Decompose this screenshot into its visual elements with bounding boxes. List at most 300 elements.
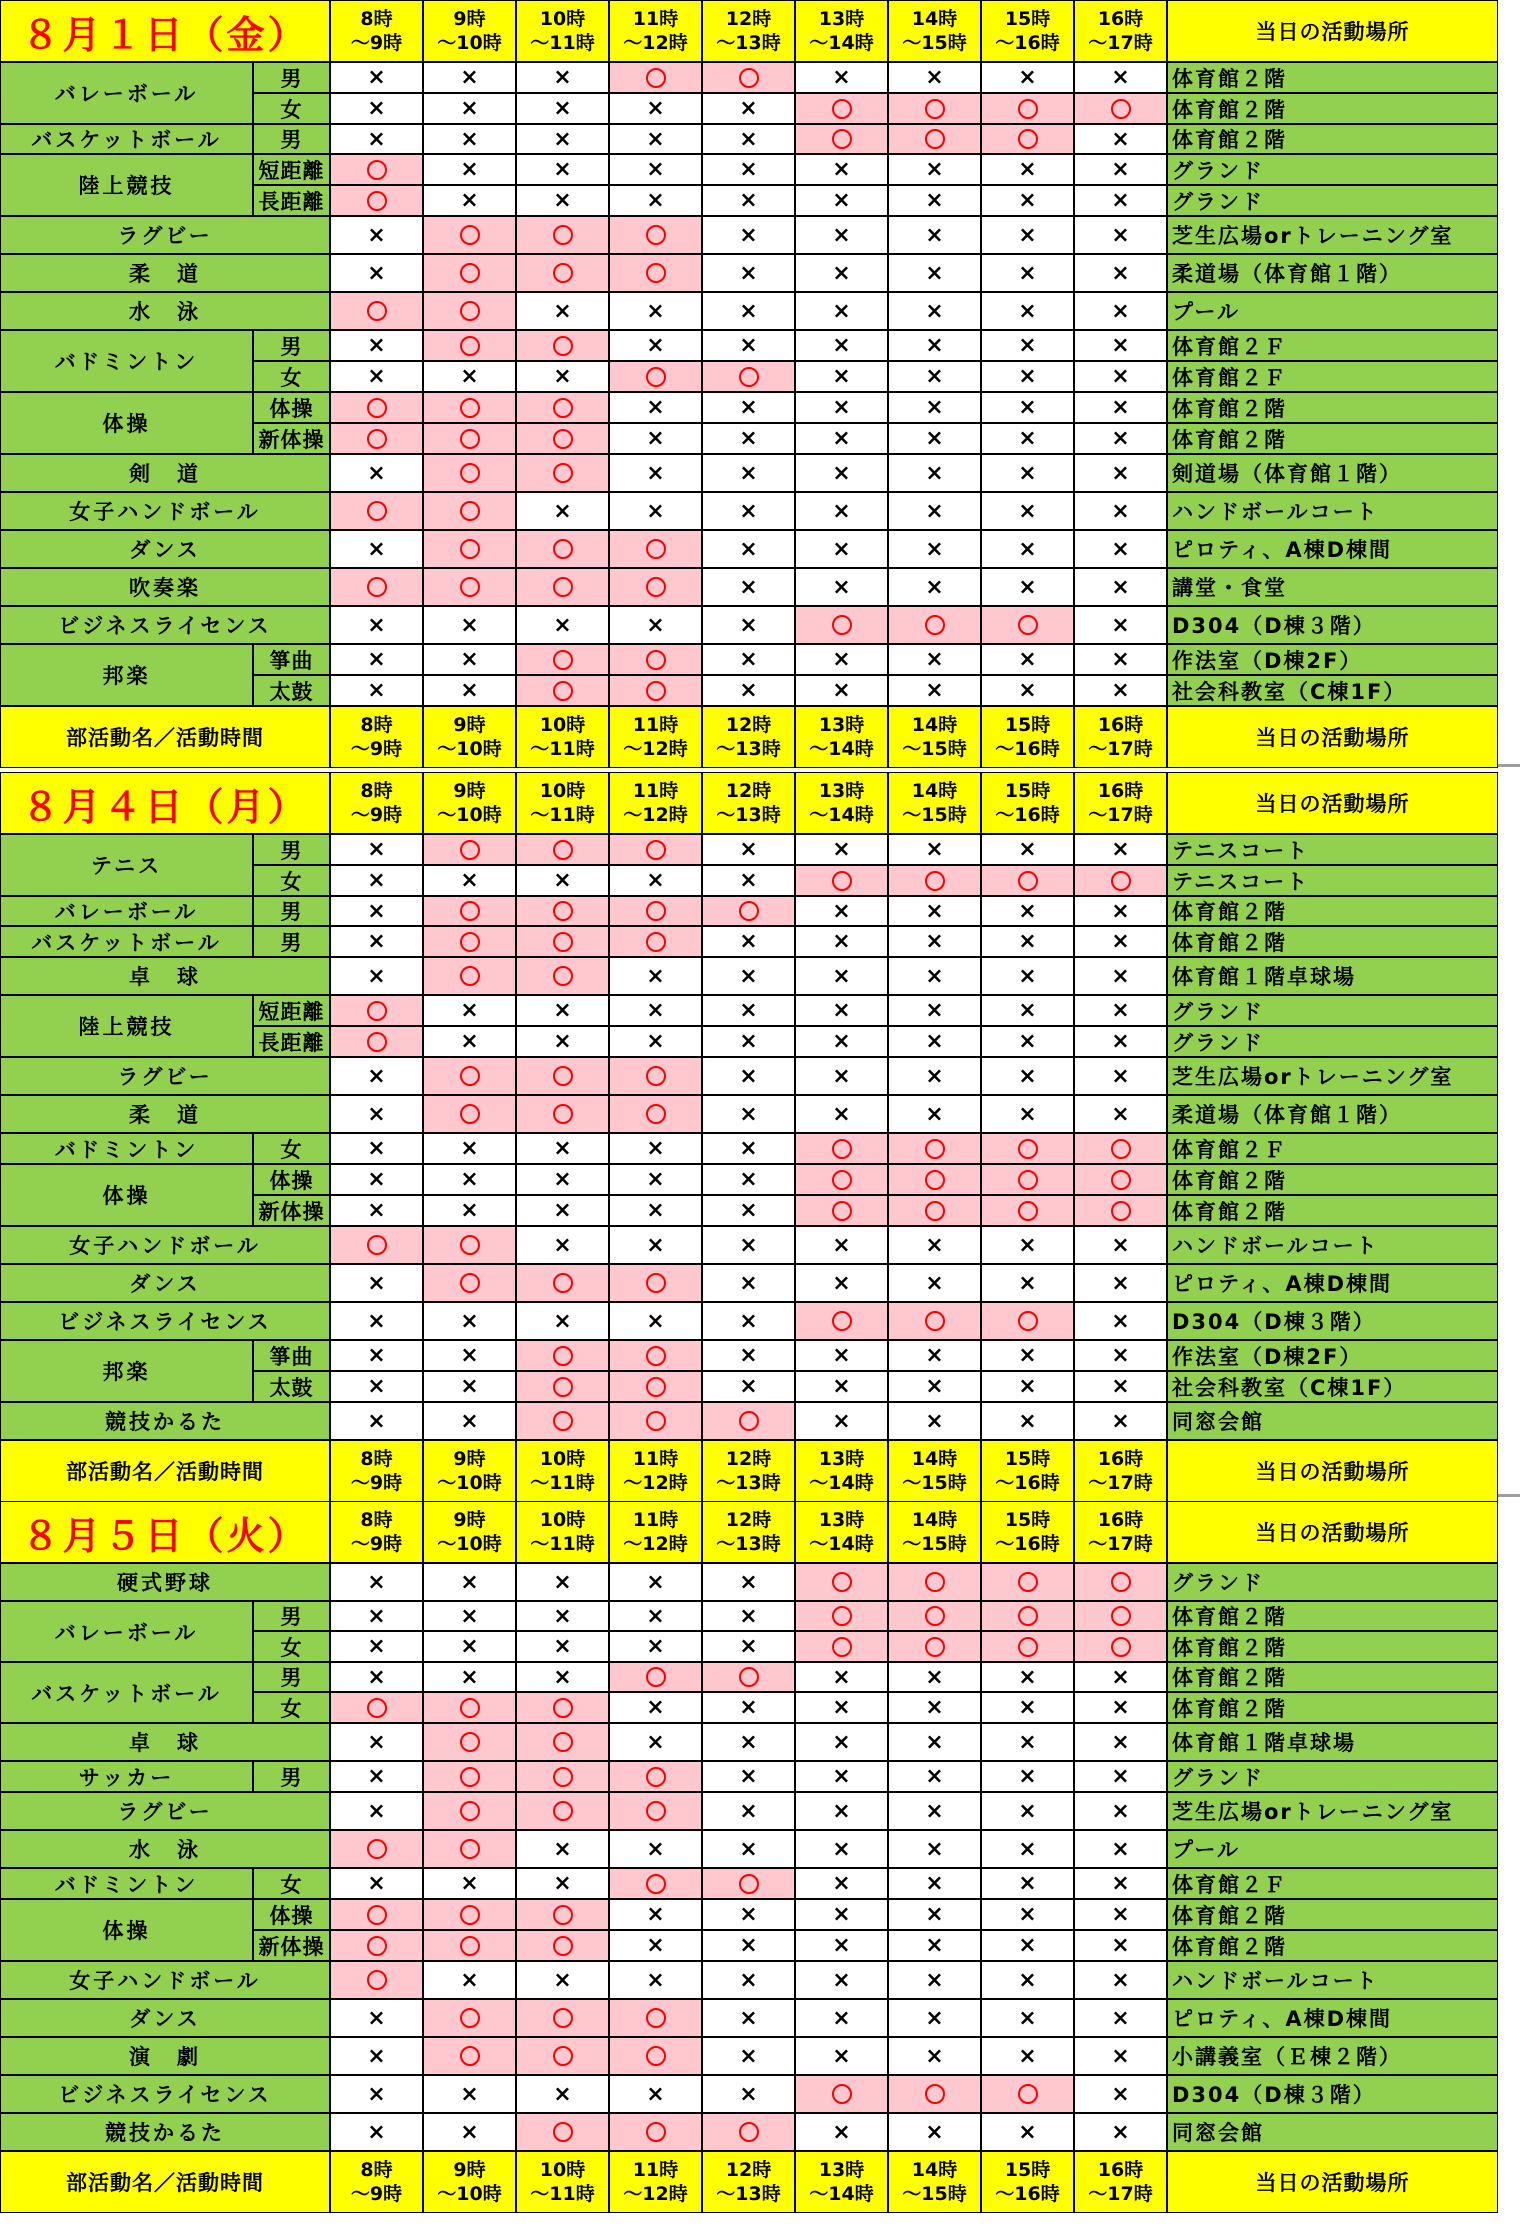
slot-start: 16時 [1097, 8, 1144, 30]
inactive-slot: × [609, 154, 702, 185]
inactive-slot: × [888, 1723, 981, 1761]
inactive-slot: × [702, 2075, 795, 2113]
club-name: 競技かるた [0, 1402, 330, 1440]
inactive-slot: × [423, 1563, 516, 1601]
inactive-slot: × [702, 292, 795, 330]
club-name: 邦楽 [0, 1340, 253, 1402]
slot-end: ～10時 [437, 1472, 502, 1494]
inactive-slot: × [702, 1631, 795, 1662]
activity-location: 体育館１階卓球場 [1167, 957, 1498, 995]
inactive-slot: × [795, 1095, 888, 1133]
sub-category: 体操 [253, 1164, 330, 1195]
inactive-slot: × [609, 423, 702, 454]
circle-icon [1018, 129, 1038, 149]
time-slot-header [423, 0, 516, 62]
inactive-slot: × [795, 361, 888, 392]
inactive-slot: × [609, 606, 702, 644]
slot-end: ～13時 [716, 32, 781, 54]
circle-icon [646, 1066, 666, 1086]
inactive-slot: × [702, 185, 795, 216]
active-slot [423, 454, 516, 492]
circle-icon [553, 901, 573, 921]
time-slot-footer [423, 1440, 516, 1502]
inactive-slot: × [981, 1402, 1074, 1440]
inactive-slot: × [330, 1371, 423, 1402]
slot-end: ～12時 [623, 1472, 688, 1494]
inactive-slot: × [609, 1692, 702, 1723]
active-slot [516, 254, 609, 292]
inactive-slot: × [702, 1340, 795, 1371]
inactive-slot: × [888, 1830, 981, 1868]
active-slot [516, 1095, 609, 1133]
active-slot [423, 423, 516, 454]
slot-end: ～16時 [995, 804, 1060, 826]
activity-location: 体育館２Ｆ [1167, 1868, 1498, 1899]
inactive-slot: × [981, 254, 1074, 292]
time-slot-footer [516, 706, 609, 768]
circle-icon [460, 840, 480, 860]
slot-start: 14時 [911, 780, 958, 802]
activity-location: 社会科教室（C棟1F） [1167, 675, 1498, 706]
inactive-slot: × [1074, 1899, 1167, 1930]
circle-icon [367, 191, 387, 211]
circle-icon [925, 2084, 945, 2104]
circle-icon [553, 1698, 573, 1718]
club-name: サッカー [0, 1761, 253, 1792]
inactive-slot: × [1074, 644, 1167, 675]
circle-icon [646, 2008, 666, 2028]
inactive-slot: × [702, 392, 795, 423]
sub-category: 女 [253, 865, 330, 896]
inactive-slot: × [702, 568, 795, 606]
sub-category: 新体操 [253, 1930, 330, 1961]
circle-icon [646, 1801, 666, 1821]
active-slot [423, 1226, 516, 1264]
slot-end: ～10時 [437, 2183, 502, 2205]
inactive-slot: × [1074, 492, 1167, 530]
circle-icon [646, 681, 666, 701]
inactive-slot: × [330, 1095, 423, 1133]
time-slot-footer [888, 2151, 981, 2213]
slot-start: 12時 [725, 780, 772, 802]
inactive-slot: × [609, 1899, 702, 1930]
active-slot [330, 1830, 423, 1868]
activity-location: 体育館２階 [1167, 1601, 1498, 1631]
inactive-slot: × [795, 1026, 888, 1057]
inactive-slot: × [795, 1692, 888, 1723]
club-name: ラグビー [0, 1057, 330, 1095]
active-slot [609, 644, 702, 675]
time-slot-header [702, 1501, 795, 1563]
circle-icon [460, 539, 480, 559]
active-slot [609, 1340, 702, 1371]
circle-icon [646, 1667, 666, 1687]
time-slot-header [1074, 1501, 1167, 1563]
inactive-slot: × [888, 1226, 981, 1264]
active-slot [423, 1264, 516, 1302]
inactive-slot: × [330, 1723, 423, 1761]
inactive-slot: × [330, 1761, 423, 1792]
club-name: 女子ハンドボール [0, 492, 330, 530]
slot-end: ～17時 [1088, 1472, 1153, 1494]
slot-end: ～16時 [995, 1533, 1060, 1555]
inactive-slot: × [1074, 1226, 1167, 1264]
inactive-slot: × [516, 492, 609, 530]
activity-location: 体育館２階 [1167, 1164, 1498, 1195]
circle-icon [832, 1311, 852, 1331]
inactive-slot: × [423, 124, 516, 154]
inactive-slot: × [1074, 1302, 1167, 1340]
inactive-slot: × [795, 644, 888, 675]
inactive-slot: × [330, 2075, 423, 2113]
inactive-slot: × [795, 392, 888, 423]
slot-start: 8時 [360, 2159, 393, 2181]
inactive-slot: × [795, 1057, 888, 1095]
circle-icon [367, 429, 387, 449]
inactive-slot: × [981, 1761, 1074, 1792]
circle-icon [367, 1235, 387, 1255]
active-slot [609, 1095, 702, 1133]
active-slot [516, 675, 609, 706]
inactive-slot: × [795, 1899, 888, 1930]
inactive-slot: × [423, 185, 516, 216]
active-slot [609, 896, 702, 926]
inactive-slot: × [330, 124, 423, 154]
inactive-slot: × [1074, 254, 1167, 292]
circle-icon [1018, 1139, 1038, 1159]
inactive-slot: × [423, 675, 516, 706]
inactive-slot: × [609, 185, 702, 216]
active-slot [981, 1563, 1074, 1601]
inactive-slot: × [981, 1723, 1074, 1761]
club-name: 陸上競技 [0, 154, 253, 216]
active-slot [423, 1692, 516, 1723]
inactive-slot: × [888, 896, 981, 926]
inactive-slot: × [330, 957, 423, 995]
inactive-slot: × [981, 957, 1074, 995]
activity-location: 体育館２階 [1167, 93, 1498, 124]
circle-icon [553, 1801, 573, 1821]
slot-start: 8時 [360, 714, 393, 736]
active-slot [981, 865, 1074, 896]
active-slot [423, 1792, 516, 1830]
time-slot-header [1074, 0, 1167, 62]
inactive-slot: × [1074, 957, 1167, 995]
circle-icon [739, 2122, 759, 2142]
slot-start: 15時 [1004, 1448, 1051, 1470]
sub-category: 男 [253, 62, 330, 93]
inactive-slot: × [981, 1095, 1074, 1133]
activity-location: ピロティ、A棟D棟間 [1167, 530, 1498, 568]
active-slot [516, 1057, 609, 1095]
active-slot [609, 2037, 702, 2075]
active-slot [423, 1999, 516, 2037]
active-slot [609, 1792, 702, 1830]
inactive-slot: × [888, 1371, 981, 1402]
inactive-slot: × [330, 93, 423, 124]
slot-start: 9時 [453, 780, 486, 802]
inactive-slot: × [702, 1830, 795, 1868]
inactive-slot: × [981, 423, 1074, 454]
inactive-slot: × [1074, 1792, 1167, 1830]
inactive-slot: × [330, 1340, 423, 1371]
inactive-slot: × [330, 1195, 423, 1226]
circle-icon [1111, 1637, 1131, 1657]
active-slot [795, 2075, 888, 2113]
inactive-slot: × [981, 1961, 1074, 1999]
sub-category: 太鼓 [253, 675, 330, 706]
circle-icon [646, 1874, 666, 1894]
time-slot-footer [1074, 706, 1167, 768]
active-slot [1074, 1133, 1167, 1164]
inactive-slot: × [330, 454, 423, 492]
inactive-slot: × [888, 1662, 981, 1692]
circle-icon [367, 1001, 387, 1021]
circle-icon [925, 615, 945, 635]
club-name: バスケットボール [0, 1662, 253, 1723]
active-slot [423, 1899, 516, 1930]
active-slot [795, 606, 888, 644]
active-slot [516, 1340, 609, 1371]
inactive-slot: × [423, 93, 516, 124]
inactive-slot: × [423, 1302, 516, 1340]
time-slot-footer [330, 706, 423, 768]
activity-location: 体育館２階 [1167, 926, 1498, 957]
time-slot-header [795, 772, 888, 834]
sub-category: 男 [253, 330, 330, 361]
club-name: ラグビー [0, 216, 330, 254]
footer-club-label: 部活動名／活動時間 [0, 2151, 330, 2213]
active-slot [423, 1761, 516, 1792]
circle-icon [553, 1905, 573, 1925]
activity-location: ピロティ、A棟D棟間 [1167, 1999, 1498, 2037]
circle-icon [832, 871, 852, 891]
active-slot [981, 93, 1074, 124]
time-slot-footer [795, 1440, 888, 1502]
circle-icon [553, 263, 573, 283]
inactive-slot: × [423, 1868, 516, 1899]
slot-start: 11時 [632, 780, 679, 802]
inactive-slot: × [1074, 454, 1167, 492]
slot-end: ～12時 [623, 738, 688, 760]
slot-start: 10時 [539, 780, 586, 802]
inactive-slot: × [888, 1340, 981, 1371]
slot-end: ～17時 [1088, 738, 1153, 760]
active-slot [795, 124, 888, 154]
club-name: ダンス [0, 530, 330, 568]
inactive-slot: × [702, 1226, 795, 1264]
inactive-slot: × [1074, 1692, 1167, 1723]
sub-category: 短距離 [253, 995, 330, 1026]
active-slot [888, 606, 981, 644]
slot-end: ～9時 [350, 1533, 403, 1555]
active-slot [423, 1057, 516, 1095]
circle-icon [646, 367, 666, 387]
activity-location: 芝生広場orトレーニング室 [1167, 216, 1498, 254]
active-slot [423, 392, 516, 423]
inactive-slot: × [1074, 1961, 1167, 1999]
club-name: ビジネスライセンス [0, 2075, 330, 2113]
circle-icon [832, 1637, 852, 1657]
inactive-slot: × [795, 185, 888, 216]
active-slot [330, 1226, 423, 1264]
inactive-slot: × [609, 1226, 702, 1264]
circle-icon [1111, 1170, 1131, 1190]
time-slot-header [330, 0, 423, 62]
inactive-slot: × [702, 606, 795, 644]
circle-icon [460, 901, 480, 921]
circle-icon [925, 1572, 945, 1592]
active-slot [609, 1662, 702, 1692]
circle-icon [646, 1104, 666, 1124]
active-slot [1074, 865, 1167, 896]
slot-start: 11時 [632, 2159, 679, 2181]
circle-icon [460, 966, 480, 986]
inactive-slot: × [888, 392, 981, 423]
active-slot [981, 606, 1074, 644]
activity-location: グランド [1167, 1026, 1498, 1057]
inactive-slot: × [516, 1026, 609, 1057]
slot-end: ～9時 [350, 738, 403, 760]
inactive-slot: × [423, 1026, 516, 1057]
activity-location: 体育館２Ｆ [1167, 361, 1498, 392]
inactive-slot: × [981, 1830, 1074, 1868]
inactive-slot: × [981, 1264, 1074, 1302]
active-slot [516, 1264, 609, 1302]
active-slot [888, 1631, 981, 1662]
sub-category: 男 [253, 1761, 330, 1792]
inactive-slot: × [981, 834, 1074, 865]
inactive-slot: × [888, 2113, 981, 2151]
active-slot [888, 93, 981, 124]
time-slot-footer [1074, 2151, 1167, 2213]
inactive-slot: × [423, 1133, 516, 1164]
inactive-slot: × [1074, 330, 1167, 361]
active-slot [888, 2075, 981, 2113]
slot-start: 14時 [911, 8, 958, 30]
inactive-slot: × [702, 1302, 795, 1340]
inactive-slot: × [1074, 1402, 1167, 1440]
inactive-slot: × [702, 1264, 795, 1302]
inactive-slot: × [702, 1563, 795, 1601]
active-slot [516, 2037, 609, 2075]
circle-icon [646, 1411, 666, 1431]
inactive-slot: × [981, 492, 1074, 530]
inactive-slot: × [609, 995, 702, 1026]
inactive-slot: × [1074, 423, 1167, 454]
time-slot-header [795, 0, 888, 62]
slot-start: 13時 [818, 1509, 865, 1531]
inactive-slot: × [609, 1026, 702, 1057]
circle-icon [460, 577, 480, 597]
inactive-slot: × [1074, 154, 1167, 185]
slot-start: 9時 [453, 1448, 486, 1470]
club-name: 女子ハンドボール [0, 1226, 330, 1264]
inactive-slot: × [795, 292, 888, 330]
inactive-slot: × [795, 1226, 888, 1264]
activity-location: 芝生広場orトレーニング室 [1167, 1792, 1498, 1830]
active-slot [516, 1723, 609, 1761]
circle-icon [553, 650, 573, 670]
circle-icon [553, 1104, 573, 1124]
circle-icon [925, 1139, 945, 1159]
inactive-slot: × [981, 530, 1074, 568]
active-slot [609, 1999, 702, 2037]
inactive-slot: × [981, 292, 1074, 330]
active-slot [888, 1195, 981, 1226]
circle-icon [460, 1839, 480, 1859]
sub-category: 長距離 [253, 1026, 330, 1057]
active-slot [981, 1302, 1074, 1340]
inactive-slot: × [702, 1961, 795, 1999]
slot-start: 14時 [911, 1509, 958, 1531]
inactive-slot: × [330, 216, 423, 254]
active-slot [1074, 1601, 1167, 1631]
active-slot [609, 1868, 702, 1899]
slot-start: 12時 [725, 1509, 772, 1531]
circle-icon [739, 1874, 759, 1894]
inactive-slot: × [516, 154, 609, 185]
inactive-slot: × [609, 1961, 702, 1999]
circle-icon [460, 398, 480, 418]
inactive-slot: × [1074, 606, 1167, 644]
active-slot [330, 1026, 423, 1057]
circle-icon [367, 1970, 387, 1990]
inactive-slot: × [795, 1662, 888, 1692]
activity-location: 体育館２Ｆ [1167, 330, 1498, 361]
inactive-slot: × [702, 1899, 795, 1930]
active-slot [981, 1133, 1074, 1164]
inactive-slot: × [795, 1792, 888, 1830]
activity-location: D304（D棟３階） [1167, 606, 1498, 644]
inactive-slot: × [1074, 1095, 1167, 1133]
sub-category: 新体操 [253, 1195, 330, 1226]
circle-icon [646, 932, 666, 952]
active-slot [516, 1761, 609, 1792]
activity-location: 体育館２階 [1167, 392, 1498, 423]
circle-icon [1018, 1637, 1038, 1657]
day-title: ８月４日（月） [0, 772, 330, 834]
active-slot [516, 392, 609, 423]
slot-start: 14時 [911, 2159, 958, 2181]
inactive-slot: × [888, 957, 981, 995]
circle-icon [1111, 1201, 1131, 1221]
sub-category: 太鼓 [253, 1371, 330, 1402]
inactive-slot: × [795, 154, 888, 185]
club-name: 女子ハンドボール [0, 1961, 330, 1999]
circle-icon [460, 932, 480, 952]
inactive-slot: × [795, 1264, 888, 1302]
inactive-slot: × [702, 1371, 795, 1402]
slot-start: 12時 [725, 2159, 772, 2181]
time-slot-header [888, 1501, 981, 1563]
slot-start: 13時 [818, 1448, 865, 1470]
club-name: 柔 道 [0, 254, 330, 292]
time-slot-header [609, 0, 702, 62]
inactive-slot: × [795, 254, 888, 292]
active-slot [423, 292, 516, 330]
activity-location: 体育館２階 [1167, 1662, 1498, 1692]
slot-start: 16時 [1097, 1509, 1144, 1531]
circle-icon [460, 1936, 480, 1956]
slot-end: ～14時 [809, 738, 874, 760]
circle-icon [1018, 2084, 1038, 2104]
activity-location: グランド [1167, 995, 1498, 1026]
day-title: ８月１日（金） [0, 0, 330, 62]
active-slot [609, 1761, 702, 1792]
active-slot [609, 361, 702, 392]
circle-icon [460, 225, 480, 245]
